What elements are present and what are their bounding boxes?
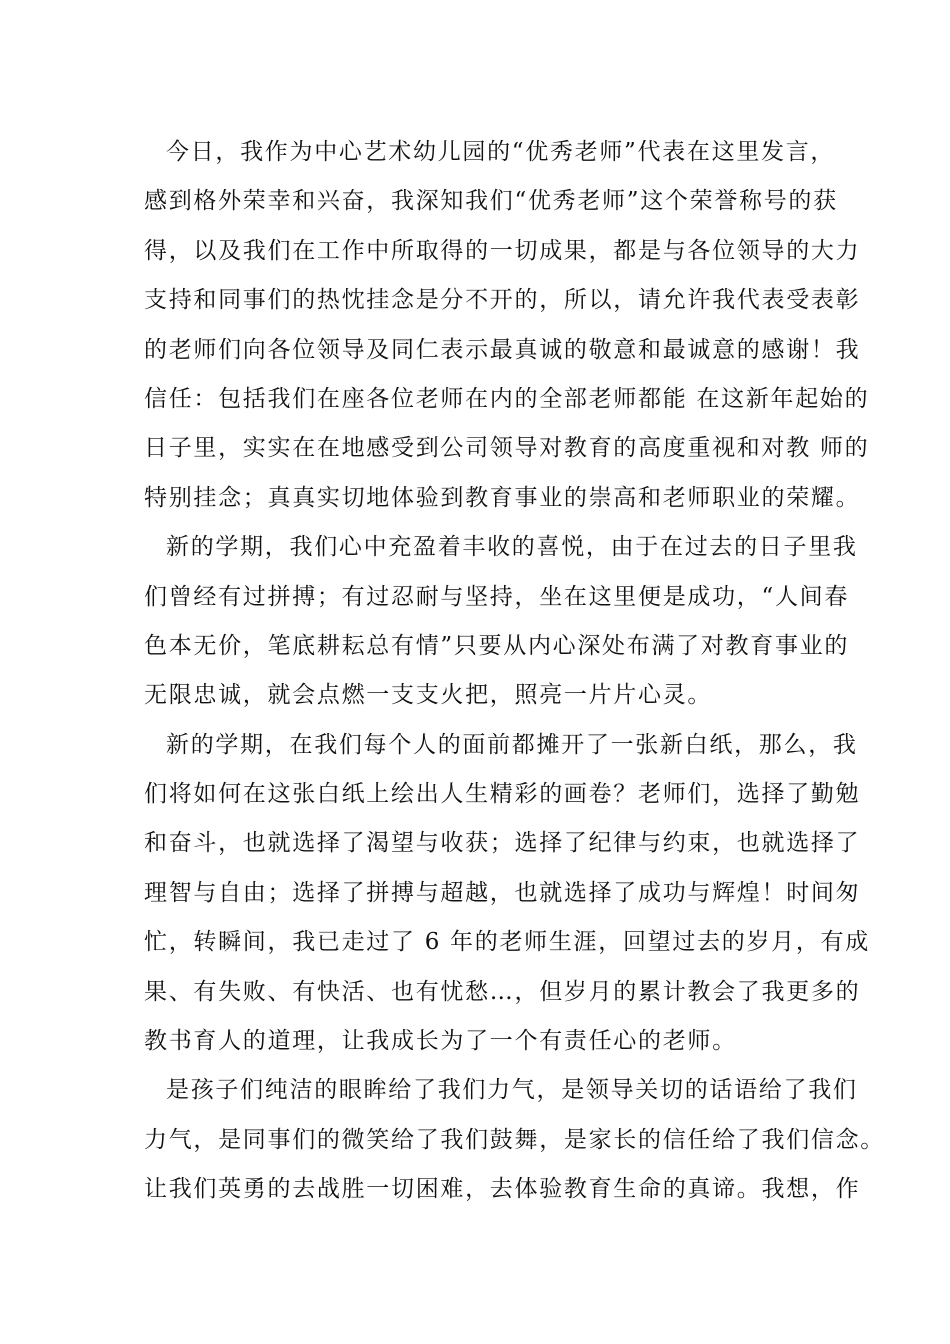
paragraph-4 [144, 1066, 885, 1214]
text-line: 们将如何在这张白纸上绘出人生精彩的画卷？老师们，选择了勤勉 [144, 781, 861, 808]
text-line: 的老师们向各位领导及同仁表示最真诚的敬意和最诚意的感谢！我 [144, 336, 861, 363]
text-line: 特别挂念；真真实切地体验到教育事业的崇高和老师职业的荣耀。 [144, 484, 861, 511]
text-line: 是孩子们纯洁的眼眸给了我们力气，是领导关切的话语给了我们 [166, 1077, 858, 1104]
text-line: 新的学期，在我们每个人的面前都摊开了一张新白纸，那么，我 [166, 731, 858, 758]
paragraph-3 [144, 721, 870, 1067]
document-body [144, 128, 885, 1215]
text-line: 支持和同事们的热忱挂念是分不开的，所以，请允许我代表受表彰 [144, 287, 861, 314]
text-line: 果、有失败、有快活、也有忧愁…，但岁月的累计教会了我更多的 [144, 978, 861, 1005]
text-line: 感到格外荣幸和兴奋，我深知我们“优秀老师”这个荣誉称号的获 [144, 188, 838, 215]
text-line: 色本无价，笔底耕耘总有情”只要从内心深处布满了对教育事业的 [144, 632, 850, 659]
text-line: 教书育人的道理，让我成长为了一个有责任心的老师。 [144, 1028, 737, 1055]
text-line: 得，以及我们在工作中所取得的一切成果，都是与各位领导的大力 [144, 237, 861, 264]
text-line: 信任：包括我们在座各位老师在内的全部老师都能 在这新年起始的 [144, 385, 870, 412]
text-line: 让我们英勇的去战胜一切困难，去体验教育生命的真谛。我想，作 [144, 1176, 861, 1203]
text-line: 忙，转瞬间，我已走过了 6 年的老师生涯，回望过去的岁月，有成 [144, 929, 870, 956]
paragraph-2 [144, 523, 858, 721]
paragraph-1 [144, 128, 870, 523]
text-line: 理智与自由；选择了拼搏与超越，也就选择了成功与辉煌！时间匆 [144, 879, 861, 906]
text-line: 和奋斗，也就选择了渴望与收获；选择了纪律与约束，也就选择了 [144, 830, 861, 857]
text-line: 日子里，实实在在地感受到公司领导对教育的高度重视和对教 师的 [144, 435, 870, 462]
text-line: 新的学期，我们心中充盈着丰收的喜悦，由于在过去的日子里我 [166, 534, 858, 561]
text-line: 们曾经有过拼搏；有过忍耐与坚持，坐在这里便是成功，“人间春 [144, 583, 850, 610]
text-line: 力气，是同事们的微笑给了我们鼓舞，是家长的信任给了我们信念。 [144, 1126, 885, 1153]
text-line: 无限忠诚，就会点燃一支支火把，照亮一片片心灵。 [144, 682, 713, 709]
text-line: 今日，我作为中心艺术幼儿园的“优秀老师”代表在这里发言， [166, 139, 836, 165]
